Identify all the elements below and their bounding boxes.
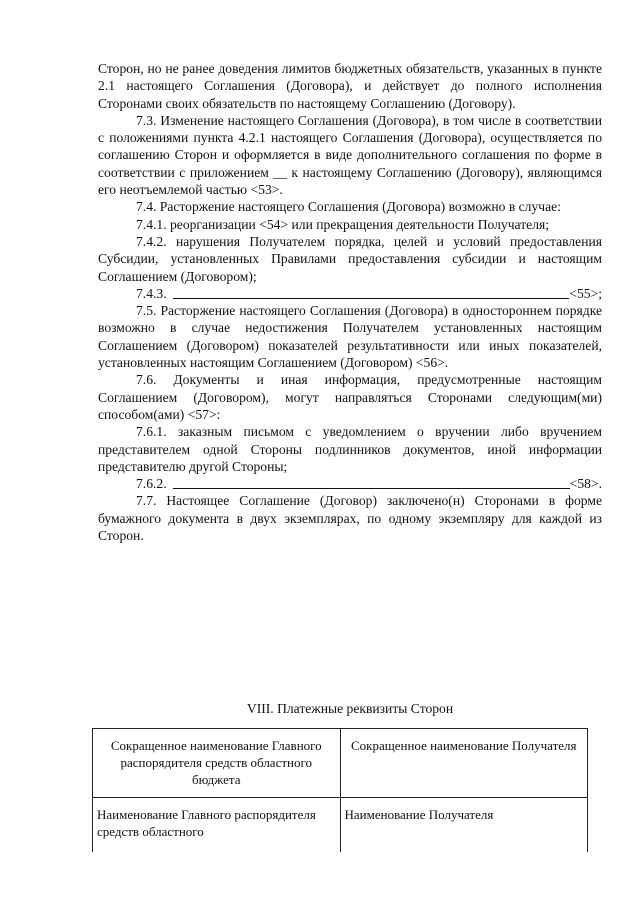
paragraph-7-6-1: 7.6.1. заказным письмом с уведомлением о вручении либо вручением представителем одной Стороны подлинников документов, иной информации представителю другой Стороны; [98, 424, 602, 474]
paragraph-7-4-3 [98, 285, 602, 302]
clause-number: 7.4.3. [136, 285, 167, 301]
paragraph-7-6: 7.6. Документы и иная информация, предусмотренные настоящим Соглашением (Договором), могут направляться Сторонами следующим(ми) способом(ами) <57>: [98, 372, 602, 422]
paragraph-7-3: 7.3. Изменение настоящего Соглашения (Договора), в том числе в соответствии с положениями пункта 4.2.1 настоящего Соглашения (Договора), осуществляется по соглашению Сторон и оформляется в виде дополнительного соглашения по форме в соответствии с приложением __ к настоящему Соглашению (Договору), являющимся его неотъемлемой частью <53>. [98, 112, 602, 198]
table-row [93, 729, 588, 798]
paragraph-7-4-2: 7.4.2. нарушения Получателем порядка, целей и условий предоставления Субсидии, установленных Правилами предоставления субсидии и настоящим Соглашением (Договором); [98, 233, 602, 284]
payment-details-table [92, 728, 588, 852]
table-cell-body-left: Наименование Главного распорядителя средств областного [93, 798, 341, 853]
table-cell-head-left: Сокращенное наименование Главного распорядителя средств областного бюджета [93, 729, 341, 798]
paragraph-continuation: Сторон, но не ранее доведения лимитов бюджетных обязательств, указанных в пункте 2.1 настоящего Соглашения (Договора), и действует до полного исполнения Сторонами своих обязательств по настоящему Соглашению (Договору). [98, 61, 602, 111]
table-cell-body-right: Наименование Получателя [340, 798, 588, 853]
table-cell-head-right: Сокращенное наименование Получателя [340, 729, 588, 798]
agreement-text [98, 60, 602, 544]
paragraph-7-4: 7.4. Расторжение настоящего Соглашения (Договора) возможно в случае: [136, 199, 561, 215]
footnote-ref: <55>; [569, 285, 602, 301]
paragraph-7-4-1: 7.4.1. реорганизации <54> или прекращения деятельности Получателя; [136, 216, 550, 232]
table-row [93, 798, 588, 853]
fill-in-blank [173, 476, 570, 489]
section-title: VIII. Платежные реквизиты Сторон [246, 701, 454, 716]
paragraph-7-5: 7.5. Расторжение настоящего Соглашения (Договора) в одностороннем порядке возможно в случае недостижения Получателем установленных настоящим Соглашением (Договором) показателей результативности или иных показателей, установленных настоящим Соглашением (Договором) <56>. [98, 303, 602, 371]
fill-in-blank [173, 286, 570, 299]
footnote-ref: <58>. [569, 476, 602, 492]
clause-number: 7.6.2. [136, 476, 167, 492]
paragraph-7-6-2 [98, 475, 602, 492]
paragraph-7-7: 7.7. Настоящее Соглашение (Договор) заключено(н) Сторонами в форме бумажного документа в двух экземплярах, по одному экземпляру для каждой из Сторон. [98, 493, 602, 544]
